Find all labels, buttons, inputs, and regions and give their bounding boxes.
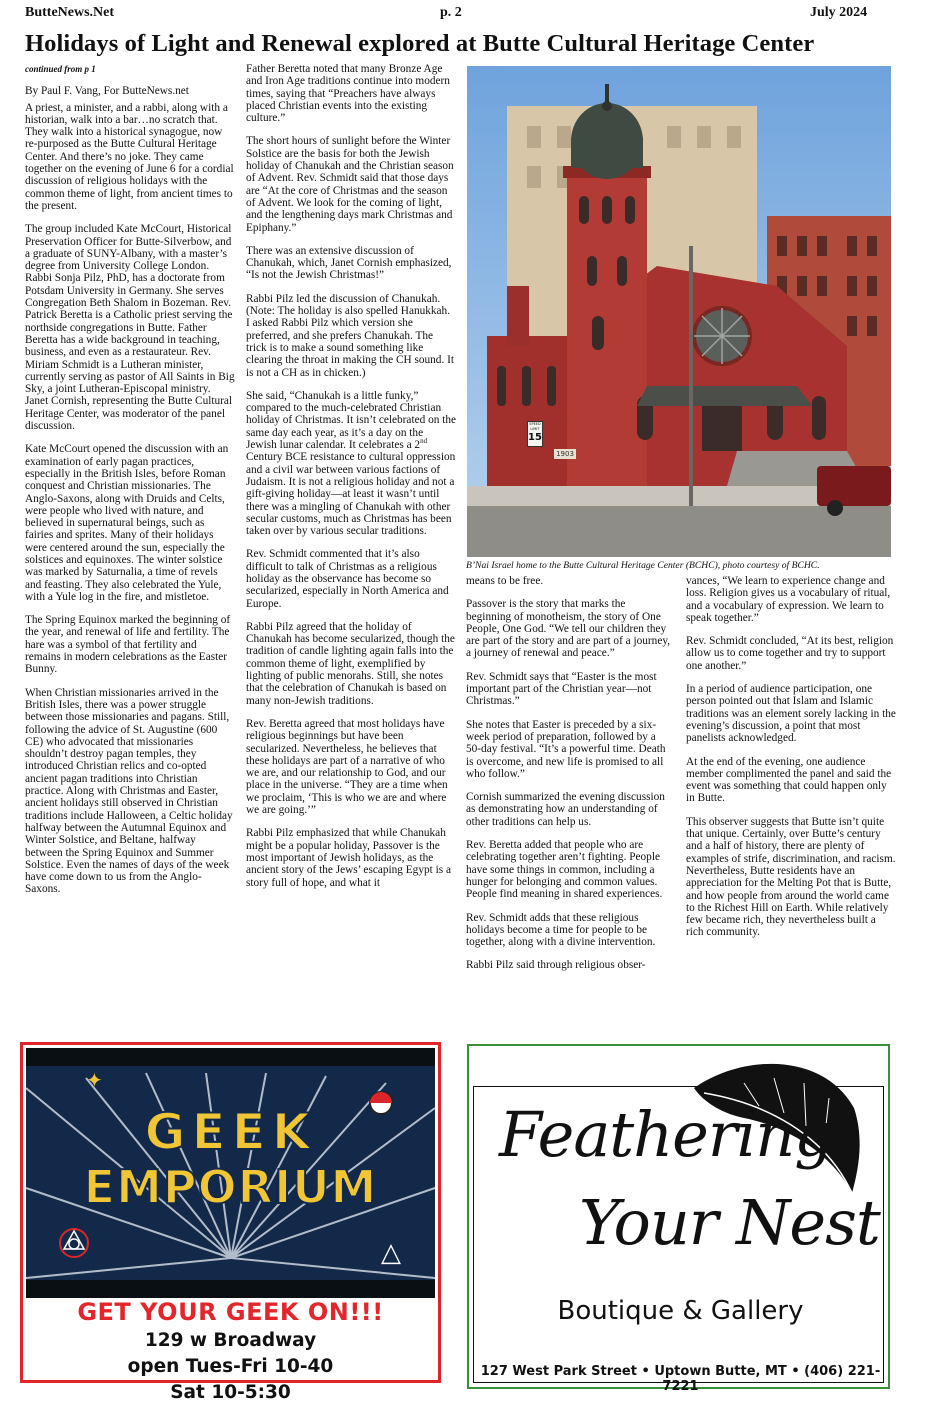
paragraph: When Christian missionaries arrived in the British Isles, there was a power struggle between those missionaries and pagans. Still, following the advice of St. Augustine (600 CE) who advocated that missionaries shouldn’t destroy pagan temples, they introduced Christian relics and co-opted ancient pagan traditions into Christian practice. Along with Christmas and Easter, ancient holidays still observed in Christian traditions include Halloween, a Celtic holiday halfway between the Autumnal Equinox and Winter Solstice, and Beltane, halfway between the Spring Equinox and Summer Solstice. Even the names of days of the week have come down to us from the Anglo-Saxons.	[25, 686, 233, 896]
article-column-4	[686, 575, 896, 950]
byline: By Paul F. Vang, For ButteNews.net	[25, 85, 189, 98]
paragraph: Rev. Beretta agreed that most holidays have religious beginnings but have been secularized. Nevertheless, he believes that these holidays are part of a narrative of who we are, and our relationship to God, and our place in the universe. “They are a time when we proclaim, ‘This is who we are and where we are going.’”	[246, 717, 448, 817]
headline: Holidays of Light and Renewal explored at Butte Cultural Heritage Center	[25, 30, 815, 57]
nest-title-line-1: Feathering	[499, 1098, 833, 1171]
geek-sign	[26, 1048, 435, 1298]
paragraph: means to be free.	[466, 575, 544, 587]
article-column-2	[246, 63, 456, 900]
page-number: p. 2	[440, 5, 462, 20]
speed-sign-value: 15	[528, 432, 542, 443]
paragraph: The Spring Equinox marked the beginning of the year, and renewal of life and fertility. The hare was a symbol of that fertility and remains in modern celebrations as the Easter Bunny.	[25, 614, 231, 676]
paragraph: Rabbi Pilz emphasized that while Chanukah might be a popular holiday, Passover is the most important of Jewish holidays, as the ancient story of the Jews’ escaping Egypt is a story full of hope, and what it	[246, 827, 451, 889]
sign-line-1: GEEK	[144, 1103, 317, 1161]
paragraph: The short hours of sunlight before the Winter Solstice are the basis for both the Jewish holiday of Chanukah and the Christian season of Advent. Rev. Schmidt said that those days are “At the core of Christmas and the season of Advent. We look for the coming of light, and the lengthening days mark Christmas and Epiphany.”	[246, 135, 454, 234]
paragraph: She said, “Chanukah is a little funky,” compared to the much-celebrated Christian holiday of Christmas. It isn’t celebrated on the same day each year, as it’s a day on the Jewish lunar calendar. It celebrates a 2nd Century BCE resistance to cultural oppression and a civil war between various factions of Judaism. It is not a religious holiday and not a gift-giving holiday—at least it wasn’t until there was a mingling of Chanukah with other secular customs, much as Christmas has been taken over by various secular traditions.	[246, 389, 456, 538]
continued-note: continued from p 1	[25, 64, 96, 74]
sign-line-2: EMPORIUM	[83, 1160, 378, 1214]
geek-hours-saturday: Sat 10-5:30	[170, 1382, 291, 1403]
paragraph: A priest, a minister, and a rabbi, along with a historian, walk into a bar…no scratch that. They walk into a historical synagogue, now re-purposed as the Butte Cultural Heritage Center. And there’s no joke. They came together on the evening of June 6 for a cordial discussion of religious holidays with the common theme of light, from ancient times to the present.	[25, 101, 234, 212]
paragraph: Rev. Schmidt concluded, “At its best, religion allow us to come together and try to support one another.”	[686, 635, 894, 672]
paragraph: There was an extensive discussion of Chanukah, which, Janet Cornish emphasized, “Is not the Jewish Christmas!”	[246, 244, 452, 282]
deathly-hallows-icon: △	[381, 1238, 401, 1267]
paragraph: Rev. Beretta added that people who are celebrating together aren’t fighting. People have some things in common, including a hunger for belonging and common values. People find meaning in shared experiences.	[466, 839, 663, 901]
site-name: ButteNews.Net	[25, 5, 115, 20]
paragraph: At the end of the evening, one audience member complimented the panel and said the event was something that could happen only in Butte.	[686, 755, 892, 805]
paragraph: Rabbi Pilz agreed that the holiday of Chanukah has become secularized, though the tradition of candle lighting again falls into the common theme of light, exemplified by lighting of public menorahs. Still, she notes that the celebration of Chanukah is based on many non-Jewish traditions.	[246, 620, 455, 707]
paragraph: Rev. Schmidt commented that it’s also difficult to talk of Christmas as a religious holiday as the observance has become so secularized, especially in North America and Europe.	[246, 548, 449, 610]
nest-subtitle: Boutique & Gallery	[557, 1296, 804, 1326]
paragraph: Rabbi Pilz led the discussion of Chanukah. (Note: The holiday is also spelled Hanukkah. I asked Rabbi Pilz which version she preferred, and she prefers Chanukah. The trick is to make a sound something like clearing the throat in making the CH sound. It is not a CH as in chicken.)	[246, 292, 455, 379]
paragraph: Passover is the story that marks the beginning of monotheism, the story of One People, One God. “We tell our children they are part of the story and are part of a journey, a journey of renewal and peace.”	[466, 598, 671, 660]
paragraph: Cornish summarized the evening discussion as demonstrating how an understanding of other traditions can help us.	[466, 791, 665, 828]
paragraph: Rev. Schmidt adds that these religious holidays become a time for people to be together, along with a divine intervention.	[466, 911, 656, 949]
starfleet-icon: ✦	[86, 1070, 103, 1092]
speed-sign-label: SPEED LIMIT	[529, 422, 541, 431]
paragraph: This observer suggests that Butte isn’t quite that unique. Certainly, over Butte’s century and a half of history, there are plenty of examples of strife, discrimination, and racism. Nevertheless, Butte residents have an appreciation for the Melting Pot that is Butte, and how people from around the world came to the Richest Hill on Earth. While relatively few became rich, they nevertheless built a rich community.	[686, 815, 896, 939]
nest-footer: 127 West Park Street • Uptown Butte, MT • (406) 221-7221	[480, 1364, 881, 1394]
paragraph: vances, “We learn to experience change and loss. Religion gives us a vocabulary of ritual, and a vocabulary of expression. We learn to speak together.”	[686, 575, 891, 624]
geek-address: 129 w Broadway	[144, 1330, 317, 1351]
photo-caption: B’Nai Israel home to the Butte Cultural Heritage Center (BCHC), photo courtesy of BCHC.	[466, 560, 820, 571]
feathering-your-nest-ad	[467, 1044, 890, 1394]
article-column-1	[25, 63, 235, 907]
article-column-3	[466, 575, 672, 983]
geek-tagline: GET YOUR GEEK ON!!!	[77, 1298, 384, 1326]
date-stone: 1903	[554, 449, 576, 459]
nest-title-line-2: Your Nest	[579, 1186, 880, 1259]
speed-limit-sign	[527, 421, 543, 447]
paragraph: Father Beretta noted that many Bronze Age and Iron Age traditions continue into modern times, saying that “Preachers have always placed Christian events into the existing culture.”	[246, 63, 450, 125]
paragraph: In a period of audience participation, one person pointed out that Islam and Islamic traditions was an element sorely lacking in the evening’s discussion, a point that most panelists acknowledged.	[686, 683, 896, 745]
paragraph: The group included Kate McCourt, Historical Preservation Officer for Butte-Silverbow, and a graduate of SUNY-Albany, with a master’s degree from University College London. Rabbi Sonja Pilz, PhD, has a doctorate from Potsdam University in Germany. She serves Congregation Beth Shalom in Bozeman. Rev. Patrick Beretta is a Catholic priest serving the northside congregations in Butte. Father Beretta has a wide background in teaching, business, and even as a restaurateur. Rev. Miriam Schmidt is a Lutheran minister, currently serving as pastor of All Saints in Big Sky, a joint Lutheran-Episcopal ministry. Janet Cornish, representing the Butte Cultural Heritage Center, was moderator of the panel discussion.	[25, 223, 235, 433]
synagogue-photo	[467, 66, 891, 557]
synagogue-illustration	[467, 66, 891, 557]
geek-hours-weekday: open Tues-Fri 10-40	[127, 1356, 334, 1377]
paragraph: Rabbi Pilz said through religious obser-	[466, 959, 646, 972]
issue-date: July 2024	[810, 5, 868, 20]
paragraph: Rev. Schmidt says that “Easter is the most important part of the Christian year—not Christmas.”	[466, 670, 657, 708]
paragraph: She notes that Easter is preceded by a six-week period of preparation, followed by a 50-day festival. “It’s a powerful time. Death is overcome, and new life is promised to all who follow.”	[466, 718, 666, 780]
geek-emporium-ad	[20, 1042, 441, 1403]
paragraph: Kate McCourt opened the discussion with an examination of early pagan practices, especially in the British Isles, before Roman conquest and Christian missionaries. The Anglo-Saxons, along with Druids and Celts, were people who lived with nature, and believed in supernatural beings, such as fairies and sprites. Many of their holidays were centered around the sun, especially the solstices and equinoxes. The winter solstice was marked by Saturnalia, a time of revels and feasting. They also celebrated the Yule, with a Yule log in the fire, and mistletoe.	[25, 443, 229, 603]
